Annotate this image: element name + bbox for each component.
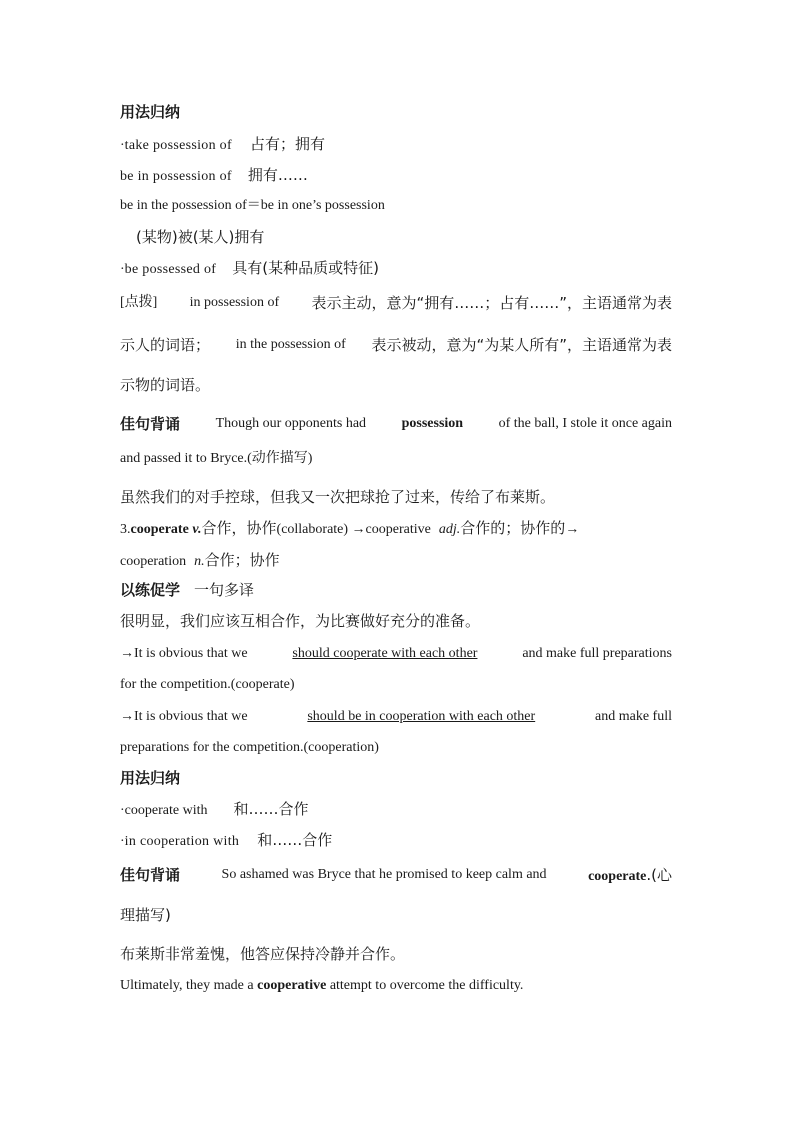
- usage-en: be in the possession of＝be in one’s possession: [120, 198, 385, 213]
- example-sentence-cont: 理描写): [120, 906, 171, 924]
- usage-en: be possessed of: [124, 262, 217, 277]
- translation-1: [120, 645, 672, 663]
- example-sentence-cont: and passed it to Bryce.(动作描写): [120, 451, 313, 466]
- meaning: 合作，协作: [201, 519, 277, 537]
- usage-item: [120, 831, 332, 851]
- example-translation: 布莱斯非常羞愧，他答应保持冷静并合作。: [120, 945, 406, 963]
- example-sentence: [120, 866, 672, 886]
- practice-cn-sentence: 很明显，我们应该互相合作，为比赛做好充分的准备。: [120, 612, 481, 630]
- example-text: So ashamed was Bryce that he promised to keep calm and: [221, 867, 547, 882]
- arrow: →: [351, 522, 366, 537]
- tip-en: in possession of: [189, 295, 280, 310]
- arrow: →: [565, 522, 580, 537]
- synonym: (collaborate): [276, 522, 349, 537]
- usage-item: [120, 166, 308, 186]
- meaning: 合作的；协作的: [460, 519, 566, 537]
- usage-item: [120, 197, 385, 215]
- usage-en: be in possession of: [120, 169, 232, 184]
- meaning: 合作；协作: [204, 551, 280, 569]
- bullet: ·: [120, 834, 125, 849]
- sentence-text: Ultimately, they made a: [120, 978, 254, 993]
- keyword: possession: [401, 416, 464, 431]
- tip-cn: 示人的词语；: [120, 336, 211, 354]
- usage-en: cooperate with: [124, 803, 208, 818]
- tip-cn: 表示主动，意为“拥有……；占有……”，主语通常为表: [311, 294, 672, 312]
- usage-item: [120, 135, 325, 155]
- tip-en: in the possession of: [235, 337, 346, 352]
- tip-line-3: 示物的词语。: [120, 376, 211, 394]
- derivative-word: cooperation: [120, 554, 187, 569]
- translation-1-cont: for the competition.(cooperate): [120, 677, 295, 692]
- example-final: [120, 977, 523, 995]
- usage-item: [120, 800, 308, 820]
- derivative-word: cooperative: [365, 522, 431, 537]
- bullet: ·: [120, 803, 125, 818]
- example-label: 佳句背诵: [120, 415, 181, 433]
- usage-cn: 和……合作: [233, 800, 309, 818]
- practice-label: 以练促学: [120, 581, 181, 599]
- example-sentence: [120, 415, 672, 433]
- example-note: .(心: [646, 866, 672, 884]
- tip-line-1: [120, 294, 672, 312]
- translation-2: [120, 708, 672, 726]
- tip-cn: 表示被动，意为“为某人所有”，主语通常为表: [371, 336, 672, 354]
- usage-cn: (某物)被(某人)拥有: [136, 228, 265, 246]
- section-heading: 用法归纳: [120, 103, 181, 121]
- example-text: Though our opponents had: [215, 416, 367, 431]
- vocab-entry: [120, 519, 579, 539]
- vocab-entry-cont: [120, 551, 280, 571]
- translation-text: →It is obvious that we: [120, 646, 248, 661]
- keyword: cooperate: [588, 869, 647, 884]
- usage-cn: 具有(某种品质或特征): [232, 259, 379, 277]
- example-label: 佳句背诵: [120, 866, 181, 884]
- example-text-end: [588, 866, 672, 886]
- example-translation: 虽然我们的对手控球，但我又一次把球抢了过来，传给了布莱斯。: [120, 488, 556, 506]
- usage-cn: 和……合作: [257, 831, 333, 849]
- entry-number: 3.: [120, 522, 131, 537]
- usage-en: take possession of: [124, 138, 232, 153]
- usage-item: [120, 259, 379, 279]
- tip-line-2: [120, 336, 672, 354]
- usage-cn: 占有；拥有: [249, 135, 325, 153]
- part-of-speech: adj.: [438, 522, 461, 537]
- translation-2-cont: preparations for the competition.(cooperation): [120, 740, 379, 755]
- answer-blank: should be in cooperation with each other: [307, 709, 536, 724]
- practice-heading: [120, 581, 254, 601]
- usage-item: [136, 228, 264, 248]
- translation-text: →It is obvious that we: [120, 709, 248, 724]
- usage-en: in cooperation with: [124, 834, 240, 849]
- usage-cn: 拥有……: [247, 166, 308, 184]
- part-of-speech: n.: [194, 554, 205, 569]
- bullet: ·: [120, 262, 125, 277]
- part-of-speech: v.: [192, 522, 202, 537]
- example-text: of the ball, I stole it once again: [498, 416, 672, 431]
- sentence-text: attempt to overcome the difficulty.: [329, 978, 524, 993]
- tip-tag: [点拨]: [120, 295, 158, 310]
- translation-text: and make full: [595, 709, 672, 724]
- answer-blank: should cooperate with each other: [292, 646, 478, 661]
- keyword: cooperative: [257, 978, 327, 993]
- practice-sub: 一句多译: [194, 581, 255, 599]
- headword: cooperate: [130, 522, 189, 537]
- bullet: ·: [120, 138, 125, 153]
- section-heading: 用法归纳: [120, 769, 181, 787]
- translation-text: and make full preparations: [522, 646, 672, 661]
